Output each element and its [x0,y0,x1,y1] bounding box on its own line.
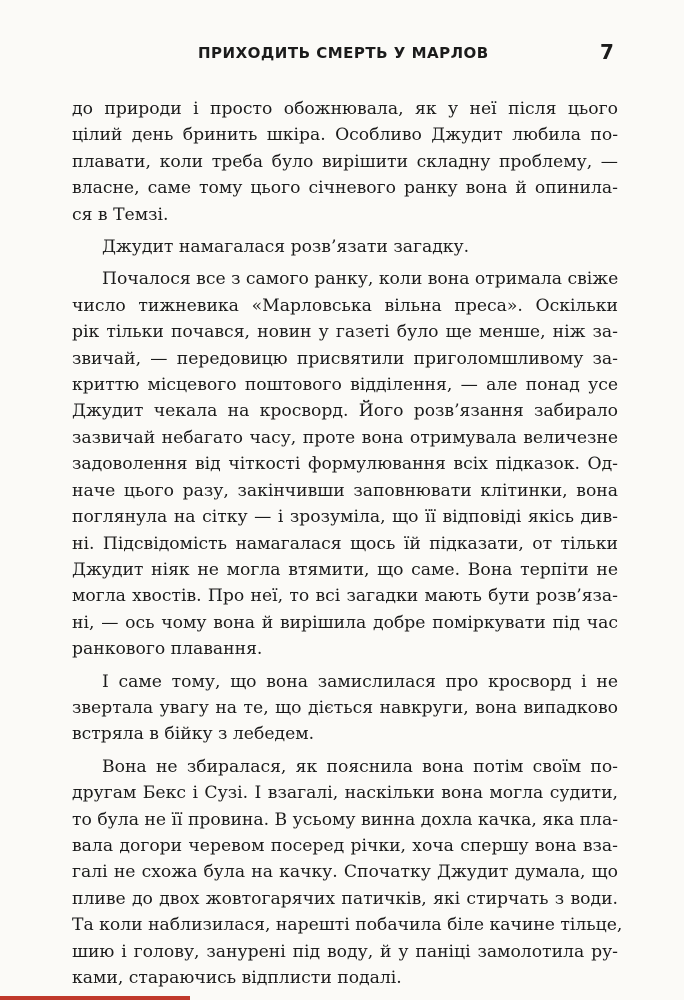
text-line: звичай, — передовицю присвятили приголомшливому за- [72,348,618,369]
text-line: ками, стараючись відплисти подалі. [72,968,402,988]
text-line: галі не схожа була на качку. Спочатку Джудит думала, що [72,862,618,883]
text-line: власне, саме тому цього січневого ранку вона й опинила- [72,178,618,199]
paragraph [72,96,618,228]
page-number: 7 [600,40,614,64]
text-line: звертала увагу на те, що діється навкруги, вона випадково [72,697,618,718]
text-line: ранкового плавання. [72,639,263,660]
text-line: Почалося все з самого ранку, коли вона отримала свіже [102,269,619,290]
bottom-edge-mark [0,996,190,1000]
text-line: Та коли наблизилася, нарешті побачила біле качине тільце, [72,915,623,936]
text-line: число тижневика «Марловська вільна преса». Оскільки [72,295,618,316]
text-line: Джудит чекала на кросворд. Його розв’язання забирало [72,401,618,422]
text-line: І саме тому, що вона замислилася про кросворд і не [102,671,618,692]
text-line: встряла в бійку з лебедем. [72,724,315,745]
text-line: ні, — ось чому вона й вирішила добре поміркувати під час [72,612,618,633]
text-line: рік тільки почався, новин у газеті було ще менше, ніж за- [72,322,618,343]
text-line: ся в Темзі. [72,204,169,225]
text-line: могла хвостів. Про неї, то всі загадки мають бути розв’яза- [72,586,618,607]
text-line: шию і голову, занурені під воду, й у паніці замолотила ру- [72,941,618,962]
text-line: наче цього разу, закінчивши заповнювати клітинки, вона [72,480,618,501]
text-line: криттю місцевого поштового відділення, — але понад усе [72,375,618,396]
text-line: другам Бекс і Сузі. І взагалі, наскільки вона могла судити, [72,783,618,804]
text-line: зазвичай небагато часу, проте вона отримувала величезне [72,427,618,448]
page-body [72,96,623,997]
text-line: Вона не збиралася, як пояснила вона потім своїм по- [102,756,618,777]
text-line: поглянула на сітку — і зрозуміла, що її відповіді якісь див- [72,507,618,528]
text-line: до природи і просто обожнювала, як у неї після цього [72,99,618,119]
running-title: ПРИХОДИТЬ СМЕРТЬ У МАРЛОВ [198,44,489,62]
text-line: задоволення від чіткості формулювання всіх підказок. Од- [72,454,618,475]
text-line: Джудит ніяк не могла втямити, що саме. Вона терпіти не [72,559,618,580]
text-line: ні. Підсвідомість намагалася щось їй підказати, от тільки [72,533,618,554]
text-line: то була не її провина. В усьому винна дохла качка, яка пла- [72,809,619,830]
text-line: цілий день бринить шкіра. Особливо Джудит любила по- [72,125,618,146]
paragraph [72,669,618,748]
text-line: плавати, коли треба було вирішити складну проблему, — [72,151,618,172]
paragraph [72,754,623,992]
text-line: Джудит намагалася розв’язати загадку. [102,237,470,258]
paragraph [72,266,618,662]
text-line: пливе до двох жовтогарячих патичків, які стирчать з води. [72,888,618,909]
text-line: вала догори черевом посеред річки, хоча спершу вона вза- [72,835,618,856]
paragraph [72,234,618,260]
page-header [0,40,684,70]
